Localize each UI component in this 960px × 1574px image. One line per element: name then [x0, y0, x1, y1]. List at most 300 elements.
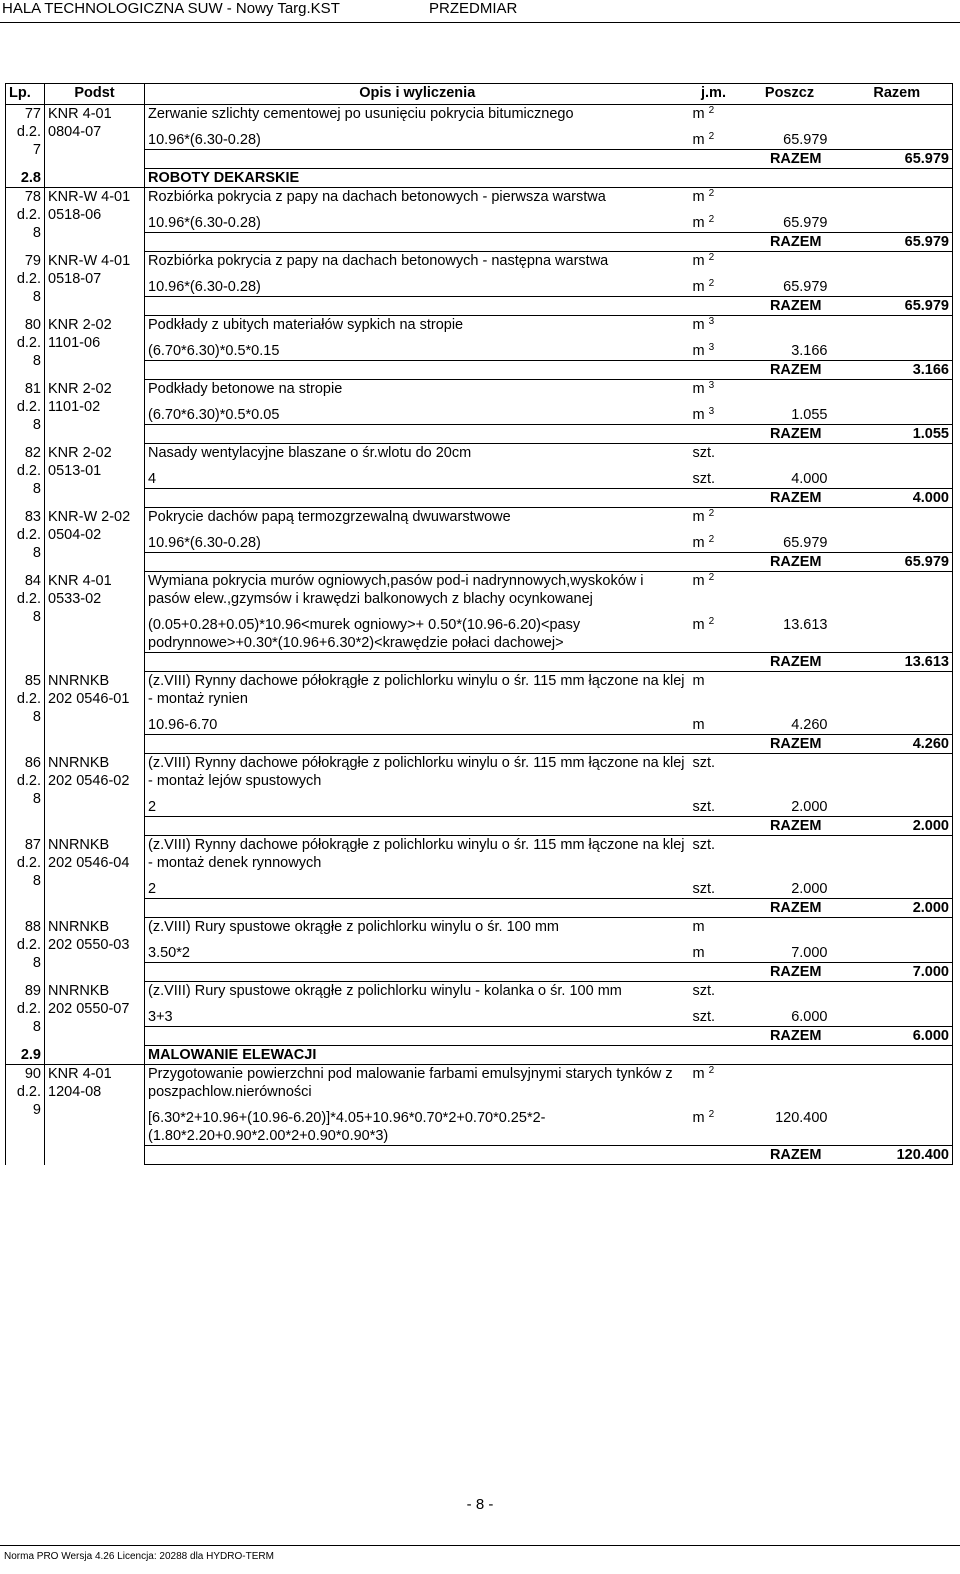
unit-text: m: [692, 317, 709, 333]
razem-label: [145, 735, 842, 754]
calc-unit: [690, 608, 738, 653]
item-razem-empty: [842, 754, 953, 791]
item-poszcz-empty: [738, 508, 842, 527]
unit-exponent: 2: [708, 534, 715, 545]
unit-exponent: 2: [708, 131, 715, 142]
calc-unit: m: [692, 717, 705, 733]
calc-unit: [690, 526, 738, 553]
item-unit: m: [692, 673, 705, 689]
calc-unit: [690, 1101, 738, 1146]
item-poszcz-empty: [738, 982, 842, 1001]
razem-value: 2.000: [842, 817, 953, 836]
col-header-lp: Lp.: [6, 84, 45, 105]
item-razem-empty: [842, 572, 953, 609]
calc-row: [6, 206, 953, 233]
unit-text: m: [692, 573, 709, 589]
item-row: [6, 572, 953, 609]
calc-razem-empty: [842, 206, 953, 233]
item-lp-line: 83: [24, 508, 41, 525]
section-title: MALOWANIE ELEWACJI: [145, 1046, 953, 1065]
unit-exponent: 2: [708, 1065, 715, 1076]
unit-exponent: 2: [708, 188, 715, 199]
item-podst-line: 1101-06: [48, 334, 101, 351]
calc-unit: m: [692, 945, 705, 961]
item-lp: [6, 918, 45, 982]
razem-value: 3.166: [842, 361, 953, 380]
item-lp: [6, 188, 45, 252]
item-podst: [45, 836, 145, 918]
item-podst-line: KNR 2-02: [48, 316, 112, 333]
item-lp: [6, 105, 45, 169]
razem-label: [145, 1146, 842, 1165]
item-poszcz: 65.979: [783, 132, 828, 148]
item-calculation: 10.96-6.70: [145, 708, 690, 735]
item-lp-line: 8: [32, 288, 41, 305]
calc-razem-empty: [842, 462, 953, 489]
item-podst: [45, 316, 145, 380]
item-lp-line: d.2.: [16, 526, 41, 543]
item-poszcz-empty: [738, 105, 842, 124]
item-lp: [6, 508, 45, 572]
item-lp-line: d.2.: [16, 124, 41, 140]
razem-row: [6, 233, 953, 252]
item-lp-line: d.2.: [16, 854, 41, 871]
item-lp-line: 8: [32, 352, 41, 369]
estimate-table: [5, 83, 953, 1165]
razem-row: [6, 361, 953, 380]
item-lp-line: 7: [32, 142, 41, 158]
item-poszcz-empty: [738, 444, 842, 463]
razem-label: [145, 233, 842, 252]
razem-label-text: RAZEM: [769, 654, 822, 670]
item-podst-line: KNR 2-02: [48, 380, 112, 397]
item-lp-line: 8: [32, 708, 41, 725]
item-lp-line: d.2.: [16, 772, 41, 789]
col-header-poszcz: Poszcz: [738, 84, 842, 105]
calc-row: [6, 708, 953, 735]
item-poszcz-empty: [738, 672, 842, 709]
item-lp-line: 8: [32, 608, 41, 625]
item-calculation: (6.70*6.30)*0.5*0.05: [145, 398, 690, 425]
item-lp-line: 82: [24, 444, 41, 461]
item-poszcz-empty: [738, 1065, 842, 1102]
item-row: [6, 754, 953, 791]
item-description: (z.VIII) Rynny dachowe półokrągłe z polichlorku winylu o śr. 115 mm łączone na klej - montaż rynien: [145, 672, 690, 709]
razem-row: [6, 899, 953, 918]
item-description: (z.VIII) Rury spustowe okrągłe z polichlorku winylu o śr. 100 mm: [145, 918, 690, 937]
item-lp-line: 79: [24, 252, 41, 269]
item-poszcz: 65.979: [783, 215, 828, 231]
item-razem-empty: [842, 188, 953, 207]
item-lp: [6, 1065, 45, 1165]
item-poszcz-empty: [738, 754, 842, 791]
item-poszcz: 120.400: [775, 1110, 828, 1126]
item-lp-line: 88: [24, 918, 41, 935]
item-unit: [690, 1065, 738, 1102]
razem-label: [145, 489, 842, 508]
unit-exponent: 2: [708, 1109, 715, 1120]
razem-value: 7.000: [842, 963, 953, 982]
item-podst-line: NNRNKB: [48, 836, 110, 853]
item-razem-empty: [842, 444, 953, 463]
item-lp: [6, 982, 45, 1046]
item-lp-line: 8: [32, 1018, 41, 1035]
item-podst-line: 202 0546-04: [48, 854, 130, 871]
footer-license: Norma PRO Wersja 4.26 Licencja: 20288 dla HYDRO-TERM: [4, 1551, 274, 1562]
item-unit: szt.: [692, 755, 716, 771]
unit-text: m: [692, 253, 709, 269]
razem-value: 120.400: [842, 1146, 953, 1165]
razem-label: [145, 425, 842, 444]
item-lp-line: 8: [32, 872, 41, 889]
unit-text: m: [692, 617, 709, 633]
item-description: Zerwanie szlichty cementowej po usunięciu pokrycia bitumicznego: [145, 105, 690, 124]
item-poszcz: 1.055: [791, 407, 828, 423]
item-podst: [45, 982, 145, 1046]
unit-exponent: 2: [708, 214, 715, 225]
item-poszcz-empty: [738, 836, 842, 873]
item-row: [6, 982, 953, 1001]
calc-razem-empty: [842, 123, 953, 150]
item-razem-empty: [842, 316, 953, 335]
item-poszcz: 3.166: [791, 343, 828, 359]
item-row: [6, 836, 953, 873]
calc-row: [6, 526, 953, 553]
item-lp-line: d.2.: [16, 1084, 41, 1100]
item-poszcz: 13.613: [783, 617, 828, 633]
item-calculation: 10.96*(6.30-0.28): [145, 270, 690, 297]
razem-label: [145, 297, 842, 316]
razem-label: [145, 150, 842, 169]
calc-razem-empty: [842, 708, 953, 735]
item-poszcz-empty: [738, 918, 842, 937]
item-lp: [6, 380, 45, 444]
calc-row: [6, 334, 953, 361]
item-calculation: (0.05+0.28+0.05)*10.96<murek ogniowy>+ 0.50*(10.96-6.20)<pasy podrynnowe>+0.30*(10.96+6.30*2)<krawędzie połaci dachowej>: [145, 608, 690, 653]
item-unit: [690, 572, 738, 609]
section-title: ROBOTY DEKARSKIE: [145, 169, 953, 188]
document-type: PRZEDMIAR: [429, 0, 518, 17]
item-lp: [6, 672, 45, 754]
razem-row: [6, 1146, 953, 1165]
col-header-razem: Razem: [842, 84, 953, 105]
item-lp-line: d.2.: [16, 270, 41, 287]
item-unit: [690, 252, 738, 271]
razem-label-text: RAZEM: [769, 1147, 822, 1163]
item-description: Przygotowanie powierzchni pod malowanie farbami emulsyjnymi starych tynków z poszpachlow.nierówności: [145, 1065, 690, 1102]
item-razem-empty: [842, 672, 953, 709]
razem-label-text: RAZEM: [769, 490, 822, 506]
item-podst-line: 202 0546-01: [48, 690, 130, 707]
item-lp-line: d.2.: [16, 398, 41, 415]
item-description: (z.VIII) Rynny dachowe półokrągłe z polichlorku winylu o śr. 115 mm łączone na klej - montaż denek rynnowych: [145, 836, 690, 873]
unit-exponent: 3: [708, 380, 715, 391]
item-podst-line: KNR-W 4-01: [48, 252, 131, 269]
item-unit: [690, 316, 738, 335]
col-header-podst: Podst: [45, 84, 145, 105]
section-row: [6, 169, 953, 188]
header-divider: [0, 22, 960, 23]
table-body: [6, 105, 953, 1165]
col-header-opis: Opis i wyliczenia: [145, 84, 690, 105]
razem-label: [145, 899, 842, 918]
item-razem-empty: [842, 105, 953, 124]
razem-row: [6, 553, 953, 572]
item-unit: [690, 380, 738, 399]
item-calculation: 3.50*2: [145, 936, 690, 963]
calc-row: [6, 270, 953, 297]
razem-label: [145, 1027, 842, 1046]
item-podst-line: 0513-01: [48, 462, 102, 479]
section-number: 2.9: [6, 1046, 45, 1065]
calc-razem-empty: [842, 334, 953, 361]
item-lp-line: d.2.: [16, 1000, 41, 1017]
item-calculation: [6.30*2+10.96+(10.96-6.20)]*4.05+10.96*0.70*2+0.70*0.25*2-(1.80*2.20+0.90*2.00*2+0.90*0.90*3): [145, 1101, 690, 1146]
item-lp-line: 77: [24, 106, 41, 122]
unit-text: m: [692, 106, 709, 122]
item-poszcz-empty: [738, 316, 842, 335]
item-unit: szt.: [692, 983, 716, 999]
item-description: Wymiana pokrycia murów ogniowych,pasów pod-i nadrynnowych,wyskoków i pasów elew.,gzymsów i krawędzi balkonowych z blachy ocynkowanej: [145, 572, 690, 609]
item-poszcz-empty: [738, 188, 842, 207]
item-lp-line: 8: [32, 480, 41, 497]
item-podst: [45, 672, 145, 754]
item-unit: [690, 105, 738, 124]
razem-label-text: RAZEM: [769, 1028, 822, 1044]
unit-exponent: 2: [708, 105, 715, 116]
item-podst-line: 202 0550-03: [48, 936, 130, 953]
item-unit: [690, 188, 738, 207]
item-calculation: 2: [145, 872, 690, 899]
item-podst-line: 1101-02: [48, 398, 101, 415]
item-razem-empty: [842, 918, 953, 937]
item-razem-empty: [842, 380, 953, 399]
item-podst: [45, 188, 145, 252]
item-lp-line: 85: [24, 672, 41, 689]
calc-razem-empty: [842, 608, 953, 653]
calc-razem-empty: [842, 790, 953, 817]
unit-text: m: [692, 215, 709, 231]
item-description: Rozbiórka pokrycia z papy na dachach betonowych - następna warstwa: [145, 252, 690, 271]
calc-unit: szt.: [692, 471, 716, 487]
item-podst: [45, 1065, 145, 1165]
item-row: [6, 380, 953, 399]
item-podst: [45, 444, 145, 508]
item-podst-line: KNR 4-01: [48, 106, 112, 122]
calc-row: [6, 1000, 953, 1027]
calc-unit: [690, 123, 738, 150]
razem-label-text: RAZEM: [769, 554, 822, 570]
item-poszcz: 6.000: [791, 1009, 828, 1025]
unit-text: m: [692, 535, 709, 551]
razem-label: [145, 963, 842, 982]
item-lp-line: 9: [32, 1102, 41, 1118]
calc-razem-empty: [842, 398, 953, 425]
calc-razem-empty: [842, 526, 953, 553]
item-unit: szt.: [692, 445, 716, 461]
item-podst-line: 1204-08: [48, 1084, 102, 1100]
item-lp-line: 81: [24, 380, 41, 397]
razem-label-text: RAZEM: [769, 900, 822, 916]
item-lp: [6, 572, 45, 672]
unit-text: m: [692, 1066, 709, 1082]
calc-unit: szt.: [692, 1009, 716, 1025]
item-unit: m: [692, 919, 705, 935]
item-poszcz: 2.000: [791, 881, 828, 897]
item-razem-empty: [842, 1065, 953, 1102]
calc-razem-empty: [842, 1000, 953, 1027]
razem-value: 65.979: [842, 553, 953, 572]
razem-row: [6, 817, 953, 836]
item-razem-empty: [842, 252, 953, 271]
unit-text: m: [692, 279, 709, 295]
calc-unit: [690, 206, 738, 233]
item-lp-line: 8: [32, 790, 41, 807]
item-razem-empty: [842, 836, 953, 873]
calc-unit: [690, 270, 738, 297]
item-podst-line: 202 0550-07: [48, 1000, 130, 1017]
razem-label-text: RAZEM: [769, 151, 822, 167]
razem-value: 65.979: [842, 297, 953, 316]
item-calculation: 4: [145, 462, 690, 489]
calc-razem-empty: [842, 872, 953, 899]
razem-row: [6, 489, 953, 508]
item-calculation: 10.96*(6.30-0.28): [145, 526, 690, 553]
item-razem-empty: [842, 508, 953, 527]
item-podst-line: NNRNKB: [48, 754, 110, 771]
item-podst: [45, 754, 145, 836]
calc-razem-empty: [842, 936, 953, 963]
item-lp-line: 89: [24, 982, 41, 999]
item-lp-line: 8: [32, 225, 41, 241]
unit-exponent: 2: [708, 616, 715, 627]
item-razem-empty: [842, 982, 953, 1001]
razem-label-text: RAZEM: [769, 234, 822, 250]
razem-label: [145, 817, 842, 836]
unit-text: m: [692, 407, 709, 423]
razem-label-text: RAZEM: [769, 818, 822, 834]
item-poszcz: 4.000: [791, 471, 828, 487]
unit-exponent: 2: [708, 278, 715, 289]
item-calculation: 10.96*(6.30-0.28): [145, 206, 690, 233]
unit-exponent: 2: [708, 508, 715, 519]
calc-unit: [690, 334, 738, 361]
unit-exponent: 3: [708, 342, 715, 353]
item-row: [6, 188, 953, 207]
section-podst-empty: [45, 169, 145, 188]
item-row: [6, 105, 953, 124]
item-description: Podkłady z ubitych materiałów sypkich na stropie: [145, 316, 690, 335]
item-podst-line: KNR 4-01: [48, 1066, 112, 1082]
razem-row: [6, 735, 953, 754]
item-lp-line: 90: [24, 1066, 41, 1082]
unit-exponent: 2: [708, 252, 715, 263]
calc-unit: szt.: [692, 881, 716, 897]
item-lp: [6, 444, 45, 508]
unit-text: m: [692, 1110, 709, 1126]
razem-row: [6, 653, 953, 672]
item-podst: [45, 105, 145, 169]
table-header-row: [6, 84, 953, 105]
item-calculation: 3+3: [145, 1000, 690, 1027]
item-poszcz: 7.000: [791, 945, 828, 961]
calc-razem-empty: [842, 270, 953, 297]
item-poszcz: 2.000: [791, 799, 828, 815]
calc-row: [6, 872, 953, 899]
item-row: [6, 672, 953, 709]
unit-text: m: [692, 381, 709, 397]
item-podst-line: NNRNKB: [48, 982, 110, 999]
unit-text: m: [692, 343, 709, 359]
razem-row: [6, 425, 953, 444]
item-lp: [6, 836, 45, 918]
item-poszcz: 65.979: [783, 535, 828, 551]
item-podst-line: 0533-02: [48, 590, 102, 607]
item-lp-line: d.2.: [16, 936, 41, 953]
razem-value: 65.979: [842, 150, 953, 169]
item-lp-line: 84: [24, 572, 41, 589]
item-description: Rozbiórka pokrycia z papy na dachach betonowych - pierwsza warstwa: [145, 188, 690, 207]
unit-text: m: [692, 132, 709, 148]
item-calculation: (6.70*6.30)*0.5*0.15: [145, 334, 690, 361]
item-row: [6, 444, 953, 463]
item-podst-line: KNR-W 2-02: [48, 508, 131, 525]
item-podst-line: KNR 2-02: [48, 444, 112, 461]
col-header-jm: j.m.: [690, 84, 738, 105]
calc-row: [6, 123, 953, 150]
calc-row: [6, 936, 953, 963]
item-podst-line: KNR 4-01: [48, 572, 112, 589]
calc-row: [6, 790, 953, 817]
section-podst-empty: [45, 1046, 145, 1065]
unit-exponent: 3: [708, 406, 715, 417]
razem-label: [145, 653, 842, 672]
razem-label-text: RAZEM: [769, 736, 822, 752]
item-podst-line: KNR-W 4-01: [48, 189, 131, 205]
razem-value: 65.979: [842, 233, 953, 252]
item-description: (z.VIII) Rury spustowe okrągłe z polichlorku winylu - kolanka o śr. 100 mm: [145, 982, 690, 1001]
calc-unit: [690, 398, 738, 425]
calc-row: [6, 398, 953, 425]
item-lp-line: 8: [32, 544, 41, 561]
item-podst-line: NNRNKB: [48, 672, 110, 689]
document-title: HALA TECHNOLOGICZNA SUW - Nowy Targ.KST: [2, 0, 340, 17]
item-poszcz: 4.260: [791, 717, 828, 733]
item-lp-line: 8: [32, 416, 41, 433]
razem-label-text: RAZEM: [769, 964, 822, 980]
item-podst-line: 0804-07: [48, 124, 102, 140]
unit-exponent: 2: [708, 572, 715, 583]
item-lp-line: 78: [24, 189, 41, 205]
footer-divider: [0, 1545, 960, 1546]
item-lp: [6, 252, 45, 316]
item-description: Pokrycie dachów papą termozgrzewalną dwuwarstwowe: [145, 508, 690, 527]
razem-row: [6, 297, 953, 316]
item-podst: [45, 918, 145, 982]
razem-value: 1.055: [842, 425, 953, 444]
razem-row: [6, 963, 953, 982]
page-number: - 8 -: [466, 1496, 494, 1513]
item-lp-line: 86: [24, 754, 41, 771]
item-poszcz-empty: [738, 572, 842, 609]
item-lp-line: d.2.: [16, 334, 41, 351]
section-row: [6, 1046, 953, 1065]
item-description: Podkłady betonowe na stropie: [145, 380, 690, 399]
item-podst-line: NNRNKB: [48, 918, 110, 935]
item-row: [6, 508, 953, 527]
calc-razem-empty: [842, 1101, 953, 1146]
item-description: (z.VIII) Rynny dachowe półokrągłe z polichlorku winylu o śr. 115 mm łączone na klej - montaż lejów spustowych: [145, 754, 690, 791]
